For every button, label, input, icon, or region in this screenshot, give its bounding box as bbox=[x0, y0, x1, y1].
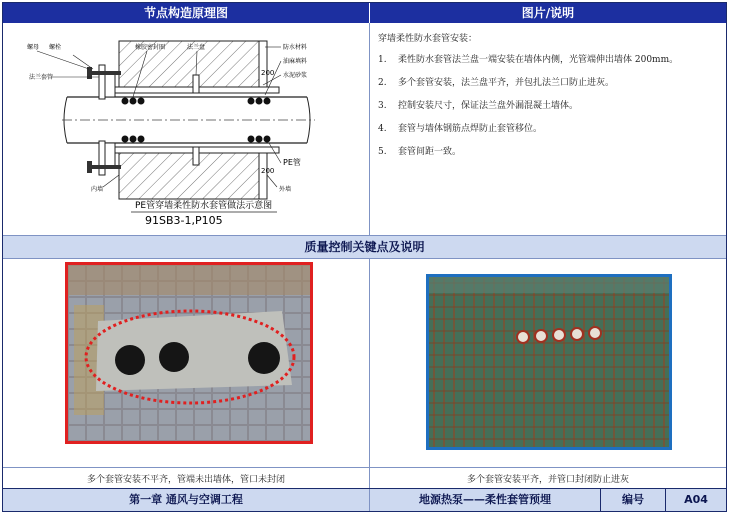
label-waterproof: 防水材料 bbox=[283, 44, 308, 51]
label-outer-wall: 外墙 bbox=[279, 186, 292, 193]
footer-chapter: 第一章 通风与空调工程 bbox=[3, 489, 369, 511]
label-dim-b: 200 bbox=[261, 167, 275, 175]
list-item: 1. 柔性防水套管法兰盘一端安装在墙体内侧，光管端伸出墙体 200mm。 bbox=[378, 55, 679, 65]
header-left-title: 节点构造原理图 bbox=[3, 3, 369, 23]
install-description bbox=[378, 31, 718, 169]
label-dim-a: 200 bbox=[261, 69, 275, 77]
description-intro: 穿墙柔性防水套管安装： bbox=[378, 34, 478, 44]
label-nut-b: 螺栓 bbox=[49, 44, 62, 51]
list-item: 3. 控制安装尺寸，保证法兰盘外漏混凝土墙体。 bbox=[378, 101, 579, 111]
photo-good-example bbox=[426, 274, 672, 450]
quality-section-title: 质量控制关键点及说明 bbox=[3, 235, 726, 259]
list-item: 2. 多个套管安装，法兰盘平齐，并包扎法兰口防止进灰。 bbox=[378, 78, 615, 88]
label-flange-plate: 法兰盘 bbox=[187, 44, 206, 51]
list-item: 4. 套管与墙体钢筋点焊防止套管移位。 bbox=[378, 124, 543, 134]
photo-bad-example bbox=[65, 262, 313, 444]
label-seal-paste: 油麻填料 bbox=[283, 58, 308, 65]
caption-divider bbox=[3, 467, 726, 468]
construction-diagram bbox=[7, 25, 365, 235]
footer-code-label: 编号 bbox=[601, 489, 665, 511]
left-photo-caption: 多个套管安装不平齐，管端未出墙体，管口未封闭 bbox=[86, 475, 285, 485]
description-list bbox=[378, 54, 718, 158]
label-rubber-ring: 橡胶密封圈 bbox=[135, 44, 166, 51]
sleeve-section-drawing bbox=[7, 25, 365, 235]
diagram-code: 91SB3-1,P105 bbox=[145, 214, 223, 227]
label-concrete: 水泥砂浆 bbox=[283, 72, 308, 79]
column-divider bbox=[369, 23, 370, 511]
right-photo-caption: 多个套管安装平齐，并管口封闭防止进灰 bbox=[466, 475, 629, 485]
wall-lower bbox=[119, 147, 259, 199]
page bbox=[2, 2, 727, 512]
footer-code-value: A04 bbox=[666, 489, 726, 511]
label-nut-a: 螺母 bbox=[27, 44, 40, 51]
label-flange-sleeve: 法兰套管 bbox=[29, 74, 54, 81]
label-inner-wall: 内墙 bbox=[91, 186, 104, 193]
footer-topic: 地源热泵——柔性套管预埋 bbox=[370, 489, 600, 511]
header-right-title: 图片/说明 bbox=[370, 3, 726, 23]
label-pe-pipe: PE管 bbox=[283, 158, 301, 167]
diagram-caption: PE管穿墙柔性防水套管做法示意图 bbox=[135, 201, 273, 211]
list-item: 5. 套管间距一致。 bbox=[378, 147, 462, 157]
